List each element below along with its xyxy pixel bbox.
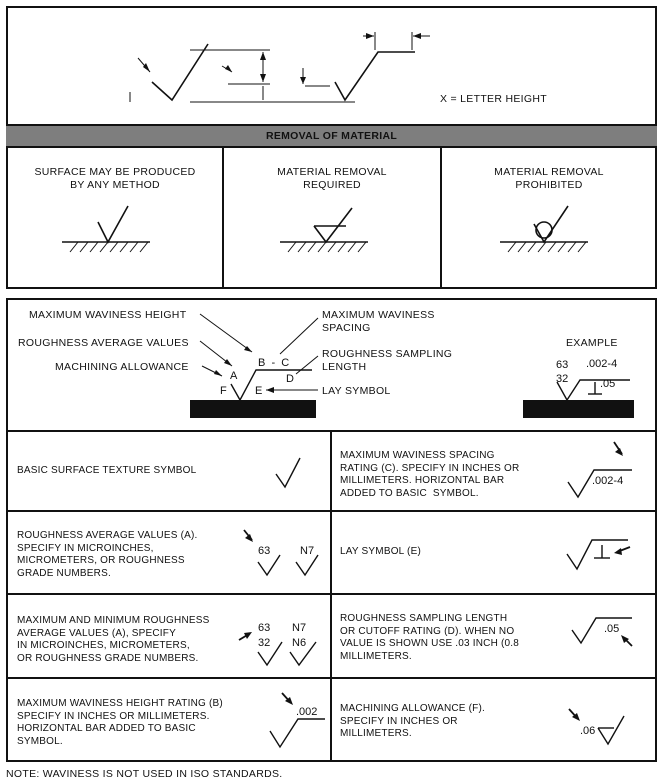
- column-label-removal-required: MATERIAL REMOVAL REQUIRED: [277, 166, 387, 191]
- waviness-height-value: .002: [296, 706, 318, 718]
- machining-value: .06: [580, 725, 596, 737]
- column-label-removal-prohibited: MATERIAL REMOVAL PROHIBITED: [494, 166, 604, 191]
- maxmin-value-63: 63: [258, 622, 271, 634]
- column-label-any-method: SURFACE MAY BE PRODUCED BY ANY METHOD: [34, 166, 196, 191]
- example-title: EXAMPLE: [566, 337, 618, 349]
- label-roughness-sampling: ROUGHNESS SAMPLING LENGTH: [322, 348, 453, 373]
- cell-basic-text: BASIC SURFACE TEXTURE SYMBOL: [17, 465, 197, 476]
- cell-waviness-height-text: MAXIMUM WAVINESS HEIGHT RATING (B) SPECIFY IN INCHES OR MILLIMETERS. HORIZONTAL BAR ADDED TO BASIC SYMBOL.: [17, 698, 223, 747]
- footnote: NOTE: WAVINESS IS NOT USED IN ISO STANDARDS.: [6, 768, 283, 780]
- roughness-value-63: 63: [258, 545, 271, 557]
- maxmin-value-n7: N7: [292, 622, 307, 634]
- cell-lay-text: LAY SYMBOL (E): [340, 546, 421, 557]
- label-max-waviness-height: MAXIMUM WAVINESS HEIGHT: [29, 309, 187, 321]
- maxmin-value-n6: N6: [292, 637, 307, 649]
- sampling-value: .05: [604, 623, 620, 635]
- cell-waviness-spacing-text: MAXIMUM WAVINESS SPACING RATING (C). SPECIFY IN INCHES OR MILLIMETERS. HORIZONTAL BAR ADDED TO BASIC SYMBOL.: [340, 450, 520, 499]
- cell-roughness-text: ROUGHNESS AVERAGE VALUES (A). SPECIFY IN MICROINCHES, MICROMETERS, OR ROUGHNESS GRADE NUMBERS.: [17, 530, 198, 579]
- waviness-spacing-value: .002-4: [592, 475, 624, 487]
- example-waviness-value: .002-4: [586, 358, 618, 370]
- example-value-63: 63: [556, 359, 569, 371]
- cell-machining-text: MACHINING ALLOWANCE (F). SPECIFY IN INCHES OR MILLIMETERS.: [340, 703, 485, 739]
- roughness-value-n7: N7: [300, 545, 315, 557]
- removal-header-label: REMOVAL OF MATERIAL: [265, 130, 398, 142]
- label-max-waviness-spacing: MAXIMUM WAVINESS SPACING: [322, 309, 435, 334]
- letter-bc: B - C: [258, 357, 290, 369]
- cell-maxmin-text: MAXIMUM AND MINIMUM ROUGHNESS AVERAGE VALUES (A), SPECIFY IN MICROINCHES, MICROMETERS, OR ROUGHNESS GRADE NUMBERS.: [17, 615, 210, 664]
- label-machining-allowance: MACHINING ALLOWANCE: [55, 361, 189, 373]
- letter-f: F: [220, 385, 227, 397]
- example-value-32: 32: [556, 373, 569, 385]
- label-lay-symbol: LAY SYMBOL: [322, 385, 391, 397]
- label-roughness-average: ROUGHNESS AVERAGE VALUES: [18, 337, 189, 349]
- letter-height-label: X = LETTER HEIGHT: [440, 93, 547, 105]
- letter-e: E: [255, 385, 263, 397]
- letter-d: D: [286, 373, 294, 385]
- example-sampling-value: .05: [600, 378, 616, 390]
- maxmin-value-32: 32: [258, 637, 271, 649]
- letter-a: A: [230, 370, 238, 382]
- cell-sampling-text: ROUGHNESS SAMPLING LENGTH OR CUTOFF RATING (D). WHEN NO VALUE IS SHOWN USE .03 INCH (0.8 MILLIMETERS.: [340, 613, 520, 662]
